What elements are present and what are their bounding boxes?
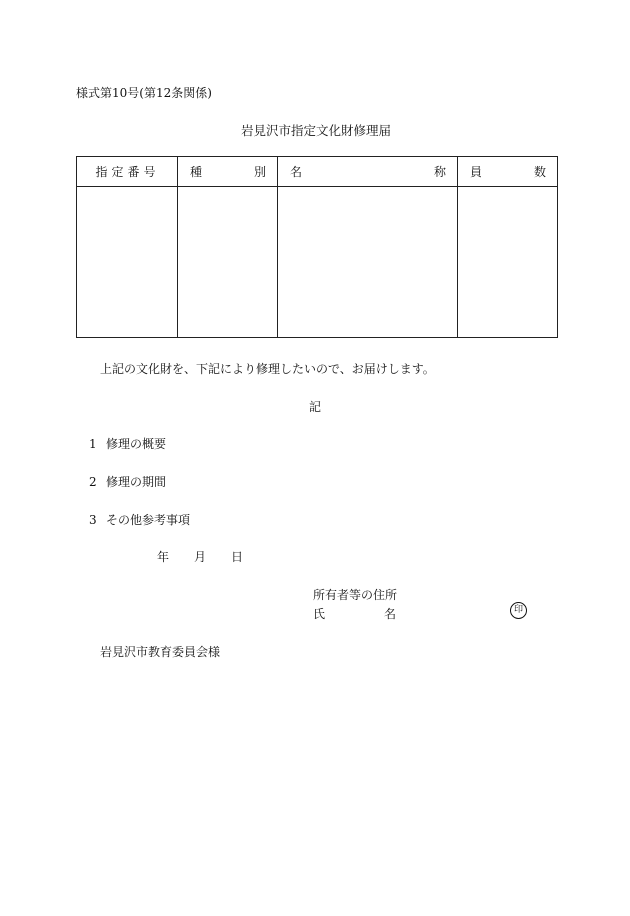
cell-quantity[interactable] bbox=[458, 187, 558, 338]
item-number: 2 bbox=[89, 475, 97, 489]
header-quantity bbox=[458, 157, 558, 187]
form-code: 様式第10号(第12条関係) bbox=[76, 86, 212, 100]
header-type-label-a: 種 bbox=[190, 165, 203, 179]
cell-type[interactable] bbox=[178, 187, 278, 338]
table-header-row bbox=[77, 157, 558, 187]
item-label: その他参考事項 bbox=[106, 513, 191, 527]
list-item bbox=[89, 511, 190, 528]
date-day: 日 bbox=[231, 550, 244, 564]
date-month: 月 bbox=[194, 550, 207, 564]
registration-table bbox=[76, 156, 558, 338]
cell-name[interactable] bbox=[278, 187, 458, 338]
item-label: 修理の概要 bbox=[106, 437, 167, 451]
date-line bbox=[157, 548, 243, 565]
list-item bbox=[89, 435, 166, 452]
owner-name-label-b: 名 bbox=[384, 607, 397, 621]
header-designation-number bbox=[77, 157, 178, 187]
date-year: 年 bbox=[157, 550, 170, 564]
header-quantity-label-a: 員 bbox=[470, 165, 483, 179]
header-name-label-a: 名 bbox=[290, 165, 303, 179]
addressee: 岩見沢市教育委員会様 bbox=[100, 645, 221, 659]
header-type-label-b: 別 bbox=[253, 165, 266, 179]
item-number: 1 bbox=[89, 437, 97, 451]
seal-icon: 印 bbox=[510, 602, 527, 619]
header-designation-number-label: 指定番号 bbox=[95, 165, 160, 179]
header-type bbox=[178, 157, 278, 187]
header-name bbox=[278, 157, 458, 187]
cell-designation-number[interactable] bbox=[77, 187, 178, 338]
owner-name-label bbox=[313, 605, 396, 622]
header-quantity-label-b: 数 bbox=[533, 165, 546, 179]
item-number: 3 bbox=[89, 513, 97, 527]
table-row bbox=[77, 187, 558, 338]
header-name-label-b: 称 bbox=[433, 165, 446, 179]
list-item bbox=[89, 473, 166, 490]
ki-heading: 記 bbox=[309, 400, 322, 414]
owner-name-label-a: 氏 bbox=[313, 607, 326, 621]
item-label: 修理の期間 bbox=[106, 475, 167, 489]
lead-text: 上記の文化財を、下記により修理したいので、お届けします。 bbox=[100, 362, 435, 376]
page-title: 岩見沢市指定文化財修理届 bbox=[241, 123, 392, 138]
owner-address-label: 所有者等の住所 bbox=[313, 588, 398, 602]
